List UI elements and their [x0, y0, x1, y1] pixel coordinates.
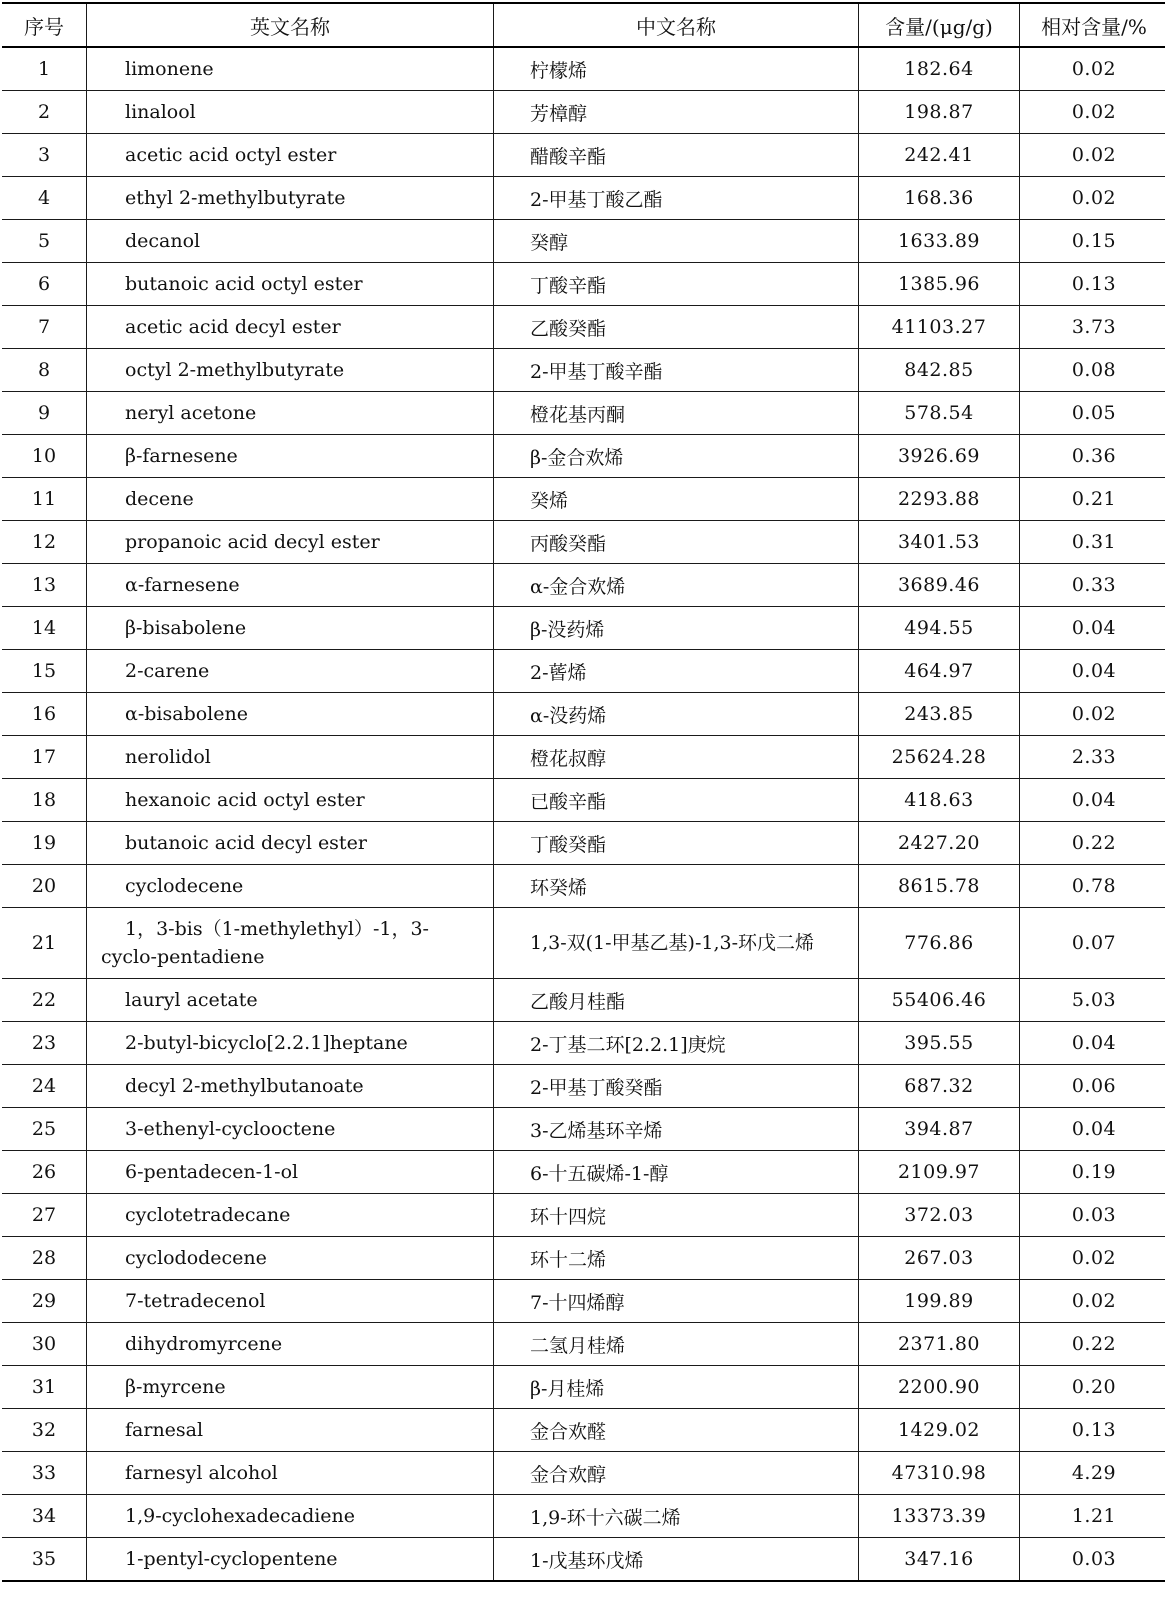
header-english-name: 英文名称 — [87, 3, 494, 47]
cell-index: 5 — [2, 220, 87, 263]
cell-index: 17 — [2, 736, 87, 779]
cell-english-name: 1-pentyl-cyclopentene — [87, 1538, 494, 1582]
cell-english-name: 1,9-cyclohexadecadiene — [87, 1495, 494, 1538]
table-row — [2, 607, 1165, 650]
cell-chinese-name: β-金合欢烯 — [494, 435, 859, 478]
cell-chinese-name: 丁酸癸酯 — [494, 822, 859, 865]
cell-chinese-name: 2-丁基二环[2.2.1]庚烷 — [494, 1022, 859, 1065]
cell-relative-content: 1.21 — [1020, 1495, 1165, 1538]
cell-chinese-name: 2-甲基丁酸辛酯 — [494, 349, 859, 392]
cell-english-name: β-farnesene — [87, 435, 494, 478]
cell-relative-content: 0.13 — [1020, 1409, 1165, 1452]
cell-chinese-name: β-月桂烯 — [494, 1366, 859, 1409]
table-body — [2, 47, 1165, 1581]
cell-index: 26 — [2, 1151, 87, 1194]
cell-content: 199.89 — [859, 1280, 1020, 1323]
table-row — [2, 47, 1165, 91]
cell-chinese-name: 1,3-双(1-甲基乙基)-1,3-环戊二烯 — [494, 908, 859, 979]
cell-content: 182.64 — [859, 47, 1020, 91]
cell-content: 2200.90 — [859, 1366, 1020, 1409]
cell-english-name: butanoic acid decyl ester — [87, 822, 494, 865]
cell-index: 22 — [2, 979, 87, 1022]
table-row — [2, 564, 1165, 607]
table-row — [2, 1280, 1165, 1323]
cell-chinese-name: 已酸辛酯 — [494, 779, 859, 822]
cell-chinese-name: 癸烯 — [494, 478, 859, 521]
table-row — [2, 865, 1165, 908]
cell-chinese-name: 6-十五碳烯-1-醇 — [494, 1151, 859, 1194]
cell-english-name: ethyl 2-methylbutyrate — [87, 177, 494, 220]
table-row — [2, 392, 1165, 435]
cell-english-name: β-bisabolene — [87, 607, 494, 650]
cell-english-name: 2-carene — [87, 650, 494, 693]
cell-content: 55406.46 — [859, 979, 1020, 1022]
cell-chinese-name: 乙酸月桂酯 — [494, 979, 859, 1022]
cell-content: 8615.78 — [859, 865, 1020, 908]
cell-index: 27 — [2, 1194, 87, 1237]
cell-chinese-name: 乙酸癸酯 — [494, 306, 859, 349]
table-row — [2, 1108, 1165, 1151]
cell-english-name: limonene — [87, 47, 494, 91]
cell-english-name: decyl 2-methylbutanoate — [87, 1065, 494, 1108]
cell-relative-content: 0.31 — [1020, 521, 1165, 564]
table-row — [2, 177, 1165, 220]
cell-content: 13373.39 — [859, 1495, 1020, 1538]
cell-english-name: 6-pentadecen-1-ol — [87, 1151, 494, 1194]
cell-chinese-name: 1-戊基环戊烯 — [494, 1538, 859, 1582]
cell-english-name: lauryl acetate — [87, 979, 494, 1022]
table-row — [2, 1237, 1165, 1280]
cell-english-name: 7-tetradecenol — [87, 1280, 494, 1323]
cell-relative-content: 0.13 — [1020, 263, 1165, 306]
cell-english-name: hexanoic acid octyl ester — [87, 779, 494, 822]
cell-index: 29 — [2, 1280, 87, 1323]
cell-chinese-name: 环十四烷 — [494, 1194, 859, 1237]
cell-content: 198.87 — [859, 91, 1020, 134]
cell-index: 32 — [2, 1409, 87, 1452]
table-row — [2, 979, 1165, 1022]
cell-content: 347.16 — [859, 1538, 1020, 1582]
cell-index: 21 — [2, 908, 87, 979]
cell-chinese-name: 7-十四烯醇 — [494, 1280, 859, 1323]
cell-relative-content: 0.04 — [1020, 650, 1165, 693]
cell-relative-content: 0.21 — [1020, 478, 1165, 521]
cell-english-name: linalool — [87, 91, 494, 134]
cell-index: 7 — [2, 306, 87, 349]
table-row — [2, 1151, 1165, 1194]
cell-english-name: decene — [87, 478, 494, 521]
cell-content: 578.54 — [859, 392, 1020, 435]
cell-content: 41103.27 — [859, 306, 1020, 349]
cell-content: 1429.02 — [859, 1409, 1020, 1452]
cell-content: 394.87 — [859, 1108, 1020, 1151]
cell-chinese-name: 金合欢醇 — [494, 1452, 859, 1495]
cell-content: 242.41 — [859, 134, 1020, 177]
cell-content: 168.36 — [859, 177, 1020, 220]
cell-relative-content: 0.04 — [1020, 779, 1165, 822]
cell-chinese-name: 金合欢醛 — [494, 1409, 859, 1452]
cell-relative-content: 3.73 — [1020, 306, 1165, 349]
table-row — [2, 306, 1165, 349]
cell-chinese-name: 癸醇 — [494, 220, 859, 263]
cell-chinese-name: 3-乙烯基环辛烯 — [494, 1108, 859, 1151]
cell-relative-content: 0.02 — [1020, 177, 1165, 220]
cell-relative-content: 0.20 — [1020, 1366, 1165, 1409]
cell-english-name: neryl acetone — [87, 392, 494, 435]
table-row — [2, 220, 1165, 263]
cell-relative-content: 0.03 — [1020, 1194, 1165, 1237]
cell-chinese-name: 1,9-环十六碳二烯 — [494, 1495, 859, 1538]
cell-content: 1633.89 — [859, 220, 1020, 263]
cell-content: 372.03 — [859, 1194, 1020, 1237]
cell-relative-content: 0.02 — [1020, 47, 1165, 91]
table-row — [2, 736, 1165, 779]
cell-relative-content: 2.33 — [1020, 736, 1165, 779]
table-row — [2, 1495, 1165, 1538]
cell-relative-content: 0.04 — [1020, 607, 1165, 650]
cell-content: 25624.28 — [859, 736, 1020, 779]
table-row — [2, 91, 1165, 134]
cell-relative-content: 0.02 — [1020, 1280, 1165, 1323]
cell-relative-content: 0.03 — [1020, 1538, 1165, 1582]
table-row — [2, 1065, 1165, 1108]
cell-chinese-name: 丁酸辛酯 — [494, 263, 859, 306]
cell-chinese-name: 二氢月桂烯 — [494, 1323, 859, 1366]
table-row — [2, 349, 1165, 392]
cell-chinese-name: β-没药烯 — [494, 607, 859, 650]
cell-english-name: butanoic acid octyl ester — [87, 263, 494, 306]
cell-index: 11 — [2, 478, 87, 521]
cell-relative-content: 0.06 — [1020, 1065, 1165, 1108]
table-row — [2, 1194, 1165, 1237]
cell-relative-content: 4.29 — [1020, 1452, 1165, 1495]
cell-content: 2371.80 — [859, 1323, 1020, 1366]
cell-content: 2427.20 — [859, 822, 1020, 865]
cell-index: 14 — [2, 607, 87, 650]
cell-content: 418.63 — [859, 779, 1020, 822]
cell-relative-content: 5.03 — [1020, 979, 1165, 1022]
cell-relative-content: 0.02 — [1020, 693, 1165, 736]
table-row — [2, 1323, 1165, 1366]
table-row — [2, 1022, 1165, 1065]
cell-english-name: α-bisabolene — [87, 693, 494, 736]
cell-relative-content: 0.04 — [1020, 1022, 1165, 1065]
cell-english-name: cyclododecene — [87, 1237, 494, 1280]
cell-index: 16 — [2, 693, 87, 736]
cell-index: 23 — [2, 1022, 87, 1065]
cell-relative-content: 0.22 — [1020, 1323, 1165, 1366]
cell-index: 24 — [2, 1065, 87, 1108]
cell-english-name: acetic acid decyl ester — [87, 306, 494, 349]
cell-content: 395.55 — [859, 1022, 1020, 1065]
cell-content: 47310.98 — [859, 1452, 1020, 1495]
cell-chinese-name: 丙酸癸酯 — [494, 521, 859, 564]
cell-index: 20 — [2, 865, 87, 908]
cell-content: 464.97 — [859, 650, 1020, 693]
cell-index: 25 — [2, 1108, 87, 1151]
cell-chinese-name: 醋酸辛酯 — [494, 134, 859, 177]
cell-content: 3926.69 — [859, 435, 1020, 478]
cell-index: 6 — [2, 263, 87, 306]
cell-index: 33 — [2, 1452, 87, 1495]
cell-content: 3689.46 — [859, 564, 1020, 607]
table-header-row — [2, 3, 1165, 47]
cell-english-name: α-farnesene — [87, 564, 494, 607]
compound-table — [2, 2, 1165, 1582]
cell-english-name: farnesyl alcohol — [87, 1452, 494, 1495]
cell-index: 31 — [2, 1366, 87, 1409]
cell-index: 28 — [2, 1237, 87, 1280]
cell-chinese-name: 橙花叔醇 — [494, 736, 859, 779]
table-row — [2, 1409, 1165, 1452]
header-content: 含量/(μg/g) — [859, 3, 1020, 47]
cell-index: 9 — [2, 392, 87, 435]
cell-relative-content: 0.07 — [1020, 908, 1165, 979]
cell-index: 8 — [2, 349, 87, 392]
cell-chinese-name: 2-甲基丁酸癸酯 — [494, 1065, 859, 1108]
cell-content: 2109.97 — [859, 1151, 1020, 1194]
cell-index: 34 — [2, 1495, 87, 1538]
cell-index: 3 — [2, 134, 87, 177]
table-row — [2, 822, 1165, 865]
cell-chinese-name: 橙花基丙酮 — [494, 392, 859, 435]
cell-content: 687.32 — [859, 1065, 1020, 1108]
cell-english-name: β-myrcene — [87, 1366, 494, 1409]
cell-english-name: cyclotetradecane — [87, 1194, 494, 1237]
cell-index: 13 — [2, 564, 87, 607]
cell-english-name: acetic acid octyl ester — [87, 134, 494, 177]
cell-index: 19 — [2, 822, 87, 865]
table-row — [2, 1366, 1165, 1409]
cell-index: 18 — [2, 779, 87, 822]
cell-chinese-name: 芳樟醇 — [494, 91, 859, 134]
cell-relative-content: 0.78 — [1020, 865, 1165, 908]
cell-content: 2293.88 — [859, 478, 1020, 521]
cell-relative-content: 0.15 — [1020, 220, 1165, 263]
cell-content: 243.85 — [859, 693, 1020, 736]
cell-relative-content: 0.36 — [1020, 435, 1165, 478]
cell-chinese-name: 环十二烯 — [494, 1237, 859, 1280]
table-row — [2, 908, 1165, 979]
cell-english-name: 1，3-bis（1-methylethyl）-1，3-cyclo-pentadiene — [87, 908, 494, 979]
cell-index: 30 — [2, 1323, 87, 1366]
cell-chinese-name: α-金合欢烯 — [494, 564, 859, 607]
cell-relative-content: 0.08 — [1020, 349, 1165, 392]
table-row — [2, 779, 1165, 822]
table-row — [2, 263, 1165, 306]
table-row — [2, 435, 1165, 478]
cell-relative-content: 0.02 — [1020, 134, 1165, 177]
cell-english-name: dihydromyrcene — [87, 1323, 494, 1366]
cell-english-name: 2-butyl-bicyclo[2.2.1]heptane — [87, 1022, 494, 1065]
cell-relative-content: 0.02 — [1020, 91, 1165, 134]
cell-content: 267.03 — [859, 1237, 1020, 1280]
table-row — [2, 521, 1165, 564]
cell-relative-content: 0.02 — [1020, 1237, 1165, 1280]
cell-index: 10 — [2, 435, 87, 478]
cell-relative-content: 0.19 — [1020, 1151, 1165, 1194]
cell-english-name: propanoic acid decyl ester — [87, 521, 494, 564]
cell-relative-content: 0.33 — [1020, 564, 1165, 607]
cell-english-name: nerolidol — [87, 736, 494, 779]
cell-content: 3401.53 — [859, 521, 1020, 564]
cell-english-name: octyl 2-methylbutyrate — [87, 349, 494, 392]
cell-english-name: cyclodecene — [87, 865, 494, 908]
cell-english-name: decanol — [87, 220, 494, 263]
cell-relative-content: 0.22 — [1020, 822, 1165, 865]
table-row — [2, 478, 1165, 521]
cell-index: 4 — [2, 177, 87, 220]
table-row — [2, 1452, 1165, 1495]
cell-english-name: farnesal — [87, 1409, 494, 1452]
cell-english-name: 3-ethenyl-cyclooctene — [87, 1108, 494, 1151]
header-index: 序号 — [2, 3, 87, 47]
cell-index: 2 — [2, 91, 87, 134]
table-row — [2, 693, 1165, 736]
cell-chinese-name: α-没药烯 — [494, 693, 859, 736]
table-row — [2, 134, 1165, 177]
cell-chinese-name: 2-蒈烯 — [494, 650, 859, 693]
cell-relative-content: 0.04 — [1020, 1108, 1165, 1151]
cell-chinese-name: 2-甲基丁酸乙酯 — [494, 177, 859, 220]
header-chinese-name: 中文名称 — [494, 3, 859, 47]
table-row — [2, 1538, 1165, 1582]
cell-content: 776.86 — [859, 908, 1020, 979]
table-row — [2, 650, 1165, 693]
cell-index: 1 — [2, 47, 87, 91]
cell-index: 35 — [2, 1538, 87, 1582]
cell-relative-content: 0.05 — [1020, 392, 1165, 435]
cell-chinese-name: 环癸烯 — [494, 865, 859, 908]
cell-chinese-name: 柠檬烯 — [494, 47, 859, 91]
cell-content: 494.55 — [859, 607, 1020, 650]
cell-index: 15 — [2, 650, 87, 693]
header-relative-content: 相对含量/% — [1020, 3, 1165, 47]
cell-content: 842.85 — [859, 349, 1020, 392]
cell-index: 12 — [2, 521, 87, 564]
cell-content: 1385.96 — [859, 263, 1020, 306]
